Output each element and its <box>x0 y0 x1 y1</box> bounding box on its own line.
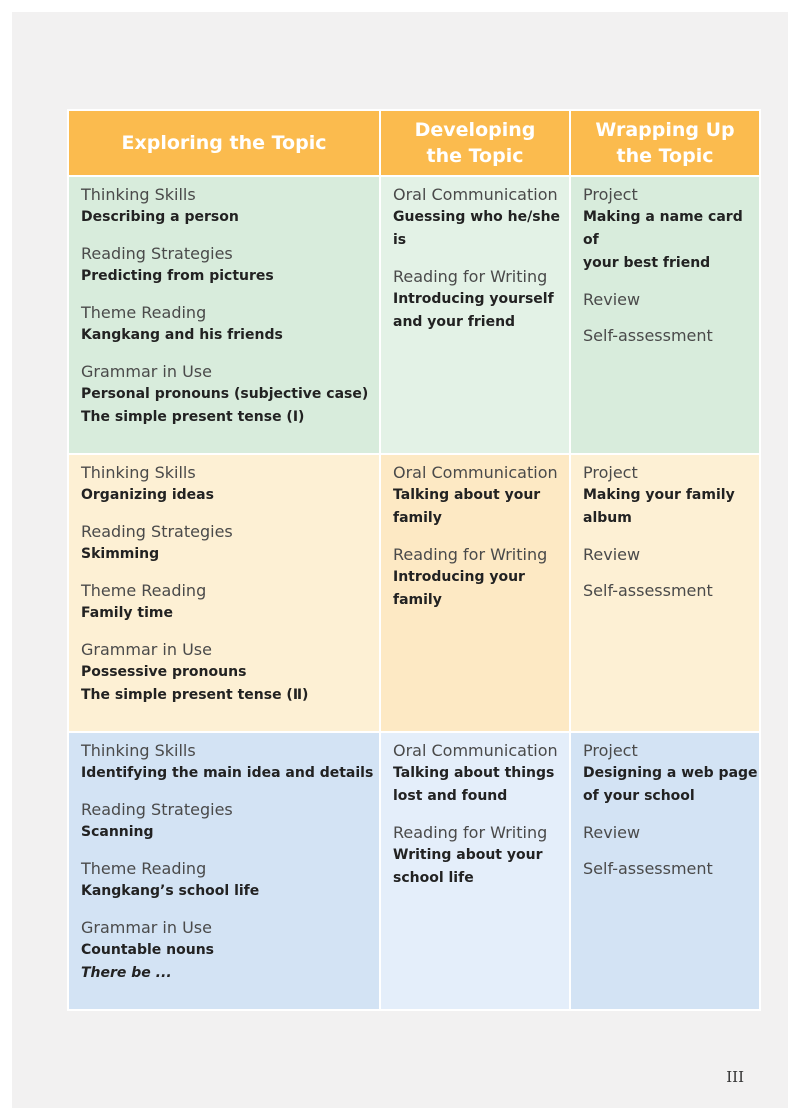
section-title: family <box>393 510 442 526</box>
section-title: and your friend <box>393 314 516 330</box>
section-entry <box>583 462 759 530</box>
section-title: Identifying the main idea and details <box>81 765 374 781</box>
section-label: Oral Communication <box>393 185 558 204</box>
section-entry <box>81 740 379 785</box>
section-title: Making a name card of <box>583 209 743 248</box>
section-title: Possessive pronouns <box>81 664 247 680</box>
header-wrapping-line1: Wrapping Up <box>595 119 735 141</box>
contents-table <box>67 109 761 1011</box>
section-label: Self-assessment <box>583 859 713 878</box>
header-wrapping-line2: the Topic <box>616 145 714 167</box>
header-exploring <box>68 110 380 176</box>
section-label: Thinking Skills <box>81 741 196 760</box>
developing-cell <box>380 454 570 732</box>
section-entry <box>81 799 379 844</box>
section-entry <box>81 361 379 429</box>
section-entry <box>81 858 379 903</box>
section-label: Grammar in Use <box>81 918 212 937</box>
section-title: Countable nouns <box>81 942 215 958</box>
section-label: Thinking Skills <box>81 463 196 482</box>
section-label: Theme Reading <box>81 581 207 600</box>
section-label: Grammar in Use <box>81 640 212 659</box>
section-title: Describing a person <box>81 209 239 225</box>
section-label: Project <box>583 185 638 204</box>
section-entry <box>393 184 569 252</box>
header-exploring-label: Exploring the Topic <box>121 132 327 154</box>
section-title: There be ... <box>81 965 172 981</box>
section-title: Skimming <box>81 546 160 562</box>
section-entry <box>393 544 569 612</box>
section-title: Kangkang and his friends <box>81 327 283 343</box>
header-developing-line2: the Topic <box>426 145 524 167</box>
section-title: Introducing your family <box>393 569 525 608</box>
section-title: Organizing ideas <box>81 487 214 503</box>
wrapping-cell <box>570 454 760 732</box>
table-row <box>68 454 760 732</box>
section-label: Review <box>583 545 641 564</box>
section-entry <box>81 917 379 985</box>
section-label: Review <box>583 290 641 309</box>
page-number: III <box>726 1068 744 1086</box>
section-title: Scanning <box>81 824 154 840</box>
section-entry <box>393 740 569 808</box>
section-label: Reading Strategies <box>81 244 233 263</box>
section-entry <box>81 302 379 347</box>
header-developing-line1: Developing <box>414 119 536 141</box>
section-entry <box>81 184 379 229</box>
section-entry <box>393 266 569 334</box>
section-title: Kangkang’s school life <box>81 883 260 899</box>
section-label: Reading for Writing <box>393 267 548 286</box>
developing-cell <box>380 176 570 454</box>
section-entry <box>393 462 569 530</box>
section-title: Predicting from pictures <box>81 268 274 284</box>
section-title: your best friend <box>583 255 711 271</box>
header-wrapping <box>570 110 760 176</box>
section-title: Family time <box>81 605 173 621</box>
section-entry <box>583 325 759 347</box>
header-developing <box>380 110 570 176</box>
section-label: Reading Strategies <box>81 522 233 541</box>
exploring-cell <box>68 176 380 454</box>
section-title: lost and found <box>393 788 508 804</box>
exploring-cell <box>68 732 380 1010</box>
section-title: Talking about things <box>393 765 555 781</box>
section-label: Grammar in Use <box>81 362 212 381</box>
section-entry <box>81 639 379 707</box>
section-title: The simple present tense (Ⅰ) <box>81 409 305 425</box>
page <box>12 12 788 1108</box>
section-entry <box>393 822 569 890</box>
section-label: Theme Reading <box>81 859 207 878</box>
wrapping-cell <box>570 732 760 1010</box>
section-title: of your school <box>583 788 695 804</box>
section-entry <box>81 521 379 566</box>
section-label: Oral Communication <box>393 741 558 760</box>
exploring-cell <box>68 454 380 732</box>
section-entry <box>81 462 379 507</box>
section-title: Talking about your <box>393 487 541 503</box>
section-label: Review <box>583 823 641 842</box>
section-entry <box>583 822 759 844</box>
section-title: Guessing who he/she is <box>393 209 561 248</box>
wrapping-cell <box>570 176 760 454</box>
section-label: Project <box>583 741 638 760</box>
section-label: Oral Communication <box>393 463 558 482</box>
section-label: Self-assessment <box>583 326 713 345</box>
section-label: Reading for Writing <box>393 545 548 564</box>
section-label: Thinking Skills <box>81 185 196 204</box>
developing-cell <box>380 732 570 1010</box>
section-entry <box>583 580 759 602</box>
section-entry <box>583 184 759 275</box>
section-label: Reading Strategies <box>81 800 233 819</box>
section-title: album <box>583 510 632 526</box>
table-row <box>68 732 760 1010</box>
section-label: Theme Reading <box>81 303 207 322</box>
section-title: Designing a web page <box>583 765 758 781</box>
section-title: Personal pronouns (subjective case) <box>81 386 369 402</box>
section-label: Reading for Writing <box>393 823 548 842</box>
section-label: Self-assessment <box>583 581 713 600</box>
section-entry <box>81 580 379 625</box>
section-entry <box>583 544 759 566</box>
section-entry <box>583 289 759 311</box>
section-title: school life <box>393 870 474 886</box>
section-title: Writing about your <box>393 847 543 863</box>
section-title: Introducing yourself <box>393 291 554 307</box>
section-entry <box>583 740 759 808</box>
section-label: Project <box>583 463 638 482</box>
section-title: Making your family <box>583 487 735 503</box>
table-header-row <box>68 110 760 176</box>
section-entry <box>583 858 759 880</box>
table-row <box>68 176 760 454</box>
section-entry <box>81 243 379 288</box>
section-title: The simple present tense (Ⅱ) <box>81 687 309 703</box>
